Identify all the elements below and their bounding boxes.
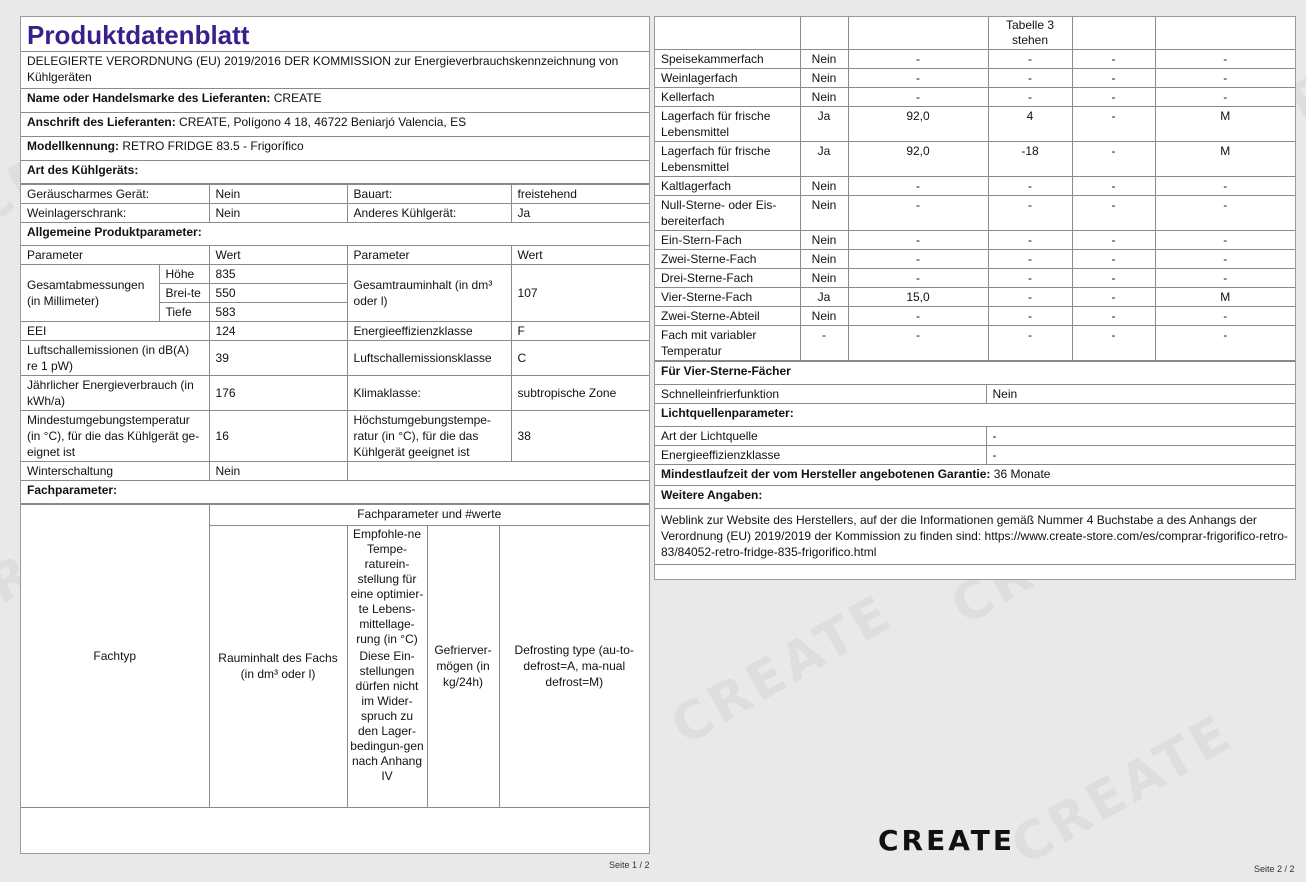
compartment-value: - bbox=[988, 196, 1072, 231]
type-value: Nein bbox=[209, 185, 347, 204]
compartment-value: Nein bbox=[800, 69, 848, 88]
empty-cell bbox=[1072, 17, 1155, 50]
address-row bbox=[21, 113, 649, 137]
page-title: Produktdatenblatt bbox=[21, 17, 649, 52]
compartment-value: Nein bbox=[800, 231, 848, 250]
type-value: Nein bbox=[209, 204, 347, 223]
compartment-value: - bbox=[848, 88, 988, 107]
regulation-text: DELEGIERTE VERORDNUNG (EU) 2019/2016 DER KOMMISSION zur Energieverbrauchskennzeichnung von Kühlgeräten bbox=[21, 52, 649, 89]
empty-cell bbox=[347, 462, 649, 481]
col-temperature-note: Diese Ein-stellungen dürfen nicht im Wider-spruch zu den Lager-bedingun-gen nach Anhang IV bbox=[350, 648, 424, 783]
address-value: CREATE, Polígono 4 18, 46722 Beniarjó Valencia, ES bbox=[179, 115, 467, 129]
compartment-name: Zwei-Sterne-Abteil bbox=[655, 307, 800, 326]
compartment-value: - bbox=[988, 326, 1072, 361]
compartment-value: Ja bbox=[800, 142, 848, 177]
col-volume: Rauminhalt des Fachs (in dm³ oder l) bbox=[209, 525, 347, 807]
quick-freeze-label: Schnelleinfrierfunktion bbox=[655, 385, 986, 404]
col-temperature-text: Empfohle-ne Tempe-raturein-stellung für eine optimier-te Lebens-mittellage-rung (in °C) bbox=[350, 526, 424, 646]
compartment-name: Drei-Sterne-Fach bbox=[655, 269, 800, 288]
compartment-value: Nein bbox=[800, 88, 848, 107]
compartment-row bbox=[655, 107, 1295, 142]
supplier-label: Name oder Handelsmarke des Lieferanten: bbox=[27, 91, 271, 105]
compartment-name: Lagerfach für frische Lebensmittel bbox=[655, 142, 800, 177]
param-value: 16 bbox=[209, 411, 347, 462]
param-label: Mindestumgebungstemperatur (in °C), für die das Kühlgerät ge-eignet ist bbox=[21, 411, 209, 462]
compartment-value: Ja bbox=[800, 107, 848, 142]
compartment-value: Nein bbox=[800, 50, 848, 69]
compartment-name: Null-Sterne- oder Eis-bereiterfach bbox=[655, 196, 800, 231]
dim-name: Höhe bbox=[159, 265, 209, 284]
col-freeze: Gefrierver-mögen (in kg/24h) bbox=[427, 525, 499, 807]
supplier-row bbox=[21, 89, 649, 113]
page-number: Seite 2 / 2 bbox=[1254, 864, 1295, 874]
compartment-value: Nein bbox=[800, 269, 848, 288]
compartment-value: - bbox=[1072, 107, 1155, 142]
compartment-value: Nein bbox=[800, 250, 848, 269]
compartment-value: - bbox=[848, 50, 988, 69]
compartment-value: - bbox=[848, 269, 988, 288]
extra-table bbox=[655, 361, 1295, 565]
param-label: Luftschallemissionsklasse bbox=[347, 341, 511, 376]
column-header: Wert bbox=[511, 246, 649, 265]
param-value: F bbox=[511, 322, 649, 341]
header-table bbox=[21, 17, 649, 184]
model-value: RETRO FRIDGE 83.5 - Frigorífico bbox=[122, 139, 304, 153]
compartment-value: - bbox=[1155, 88, 1295, 107]
page-number: Seite 1 / 2 bbox=[609, 860, 650, 870]
type-value: freistehend bbox=[511, 185, 649, 204]
compartment-value: M bbox=[1155, 107, 1295, 142]
compartment-table bbox=[655, 17, 1295, 361]
compartment-value: - bbox=[1072, 288, 1155, 307]
compartment-value: - bbox=[988, 177, 1072, 196]
compartment-value: - bbox=[1155, 307, 1295, 326]
dim-value: 583 bbox=[209, 303, 347, 322]
compartment-value: - bbox=[1072, 142, 1155, 177]
param-label: Klimaklasse: bbox=[347, 376, 511, 411]
col-defrost: Defrosting type (au-to-defrost=A, ma-nual defrost=M) bbox=[499, 525, 649, 807]
param-label: Luftschallemissionen (in dB(A) re 1 pW) bbox=[21, 341, 209, 376]
compartment-row bbox=[655, 307, 1295, 326]
compartment-value: - bbox=[848, 307, 988, 326]
warranty-row bbox=[655, 465, 1295, 486]
compartment-name: Kellerfach bbox=[655, 88, 800, 107]
compartment-name: Fach mit variabler Temperatur bbox=[655, 326, 800, 361]
compartment-value: - bbox=[1155, 177, 1295, 196]
compartment-value: - bbox=[1155, 231, 1295, 250]
dim-value: 835 bbox=[209, 265, 347, 284]
compartment-value: - bbox=[848, 326, 988, 361]
dim-name: Brei-te bbox=[159, 284, 209, 303]
compartment-name: Zwei-Sterne-Fach bbox=[655, 250, 800, 269]
compartment-row bbox=[655, 231, 1295, 250]
param-value: 39 bbox=[209, 341, 347, 376]
compartment-value: - bbox=[988, 88, 1072, 107]
compartment-value: Nein bbox=[800, 307, 848, 326]
compartment-header-table bbox=[21, 504, 649, 808]
compartment-value: - bbox=[1155, 50, 1295, 69]
further-text: Weblink zur Website des Herstellers, auf der die Informationen gemäß Nummer 4 Buchstabe a des Anhangs der Verordnung (EU) 2019/2019 der Kommission zu finden sind: https://www.create-store.com/es/comprar-frigorifico-retro-83/84052-retro-fridge-835-frigorifico.html bbox=[655, 509, 1295, 565]
param-value: 38 bbox=[511, 411, 649, 462]
page-2 bbox=[654, 16, 1296, 580]
compartment-row bbox=[655, 269, 1295, 288]
compartment-row bbox=[655, 69, 1295, 88]
page-1 bbox=[20, 16, 650, 854]
compartment-value: - bbox=[800, 326, 848, 361]
col-temperature bbox=[347, 525, 427, 807]
compartment-value: - bbox=[1072, 50, 1155, 69]
compartment-row bbox=[655, 250, 1295, 269]
compartment-name: Ein-Stern-Fach bbox=[655, 231, 800, 250]
param-label: Energieeffizienzklasse bbox=[347, 322, 511, 341]
compartment-value: - bbox=[1072, 326, 1155, 361]
param-label: Jährlicher Energieverbrauch (in kWh/a) bbox=[21, 376, 209, 411]
general-heading: Allgemeine Produktparameter: bbox=[21, 223, 649, 246]
empty-cell bbox=[1155, 17, 1295, 50]
compartment-value: - bbox=[1072, 69, 1155, 88]
compartment-value: M bbox=[1155, 288, 1295, 307]
compartment-row bbox=[655, 50, 1295, 69]
compartment-value: - bbox=[848, 69, 988, 88]
param-label: Höchstumgebungstempe-ratur (in °C), für die das Kühlgerät geeignet ist bbox=[347, 411, 511, 462]
column-header: Parameter bbox=[21, 246, 209, 265]
create-logo: CREATE bbox=[878, 824, 1015, 857]
compartment-value: Nein bbox=[800, 196, 848, 231]
compartment-value: 15,0 bbox=[848, 288, 988, 307]
compartment-value: - bbox=[988, 288, 1072, 307]
compartment-row bbox=[655, 88, 1295, 107]
warranty-label: Mindestlaufzeit der vom Hersteller angebotenen Garantie: bbox=[661, 467, 991, 481]
compartment-value: - bbox=[1072, 88, 1155, 107]
compartment-value: 4 bbox=[988, 107, 1072, 142]
compartment-rows bbox=[655, 50, 1295, 361]
compartment-row bbox=[655, 326, 1295, 361]
compartment-value: - bbox=[1155, 69, 1295, 88]
compartment-value: 92,0 bbox=[848, 107, 988, 142]
light-type-value: - bbox=[986, 427, 1295, 446]
type-label: Anderes Kühlgerät: bbox=[347, 204, 511, 223]
compartment-row bbox=[655, 196, 1295, 231]
compartment-name: Lagerfach für frische Lebensmittel bbox=[655, 107, 800, 142]
light-type-label: Art der Lichtquelle bbox=[655, 427, 986, 446]
compartment-value: - bbox=[988, 250, 1072, 269]
compartment-value: 92,0 bbox=[848, 142, 988, 177]
volume-label: Gesamtrauminhalt (in dm³ oder l) bbox=[347, 265, 511, 322]
col-fachtyp: Fachtyp bbox=[21, 505, 209, 808]
address-label: Anschrift des Lieferanten: bbox=[27, 115, 176, 129]
further-heading: Weitere Angaben: bbox=[655, 486, 1295, 509]
dim-name: Tiefe bbox=[159, 303, 209, 322]
column-header: Parameter bbox=[347, 246, 511, 265]
compartment-name: Vier-Sterne-Fach bbox=[655, 288, 800, 307]
compartment-value: - bbox=[1155, 326, 1295, 361]
type-label: Bauart: bbox=[347, 185, 511, 204]
compartment-value: Ja bbox=[800, 288, 848, 307]
empty-cell bbox=[800, 17, 848, 50]
compartment-value: - bbox=[988, 69, 1072, 88]
warranty-value: 36 Monate bbox=[993, 467, 1051, 481]
empty-cell bbox=[848, 17, 988, 50]
type-value: Ja bbox=[511, 204, 649, 223]
compartment-value: -18 bbox=[988, 142, 1072, 177]
compartment-value: - bbox=[1072, 307, 1155, 326]
compartment-value: - bbox=[1072, 250, 1155, 269]
compartment-value: M bbox=[1155, 142, 1295, 177]
compartment-value: - bbox=[1155, 269, 1295, 288]
compartment-value: - bbox=[848, 250, 988, 269]
light-heading: Lichtquellenparameter: bbox=[655, 404, 1295, 427]
compartment-row bbox=[655, 177, 1295, 196]
quick-freeze-value: Nein bbox=[986, 385, 1295, 404]
compartment-value: - bbox=[1155, 250, 1295, 269]
compartment-value: - bbox=[848, 231, 988, 250]
param-value: subtropische Zone bbox=[511, 376, 649, 411]
model-row bbox=[21, 137, 649, 161]
empty-cell bbox=[655, 17, 800, 50]
light-class-value: - bbox=[986, 446, 1295, 465]
compartment-row bbox=[655, 288, 1295, 307]
dims-label: Gesamtabmessungen (in Millimeter) bbox=[21, 265, 159, 322]
compartment-value: - bbox=[988, 269, 1072, 288]
continuation-header: Tabelle 3 stehen bbox=[988, 17, 1072, 50]
four-star-heading: Für Vier-Sterne-Fächer bbox=[655, 362, 1295, 385]
param-label: EEI bbox=[21, 322, 209, 341]
compartment-name: Kaltlagerfach bbox=[655, 177, 800, 196]
compartment-value: - bbox=[848, 177, 988, 196]
watermark-text bbox=[661, 583, 903, 757]
dim-value: 550 bbox=[209, 284, 347, 303]
type-label: Geräuscharmes Gerät: bbox=[21, 185, 209, 204]
compartment-value: - bbox=[1072, 177, 1155, 196]
light-class-label: Energieeffizienzklasse bbox=[655, 446, 986, 465]
supplier-value: CREATE bbox=[273, 91, 322, 105]
type-heading: Art des Kühlgeräts: bbox=[21, 161, 649, 184]
compartment-group-header: Fachparameter und #werte bbox=[209, 505, 649, 526]
compartment-heading: Fachparameter: bbox=[21, 481, 649, 504]
model-label: Modellkennung: bbox=[27, 139, 119, 153]
compartment-value: - bbox=[848, 196, 988, 231]
param-value: 176 bbox=[209, 376, 347, 411]
volume-value: 107 bbox=[511, 265, 649, 322]
watermark-text bbox=[1001, 703, 1243, 877]
winter-label: Winterschaltung bbox=[21, 462, 209, 481]
params-table bbox=[21, 184, 649, 504]
param-value: C bbox=[511, 341, 649, 376]
compartment-value: - bbox=[988, 231, 1072, 250]
compartment-value: - bbox=[1155, 196, 1295, 231]
param-value: 124 bbox=[209, 322, 347, 341]
compartment-value: - bbox=[988, 307, 1072, 326]
compartment-value: - bbox=[1072, 269, 1155, 288]
compartment-value: - bbox=[1072, 231, 1155, 250]
type-label: Weinlagerschrank: bbox=[21, 204, 209, 223]
compartment-row bbox=[655, 142, 1295, 177]
compartment-value: - bbox=[988, 50, 1072, 69]
compartment-name: Speisekammerfach bbox=[655, 50, 800, 69]
column-header: Wert bbox=[209, 246, 347, 265]
compartment-value: - bbox=[1072, 196, 1155, 231]
compartment-value: Nein bbox=[800, 177, 848, 196]
compartment-name: Weinlagerfach bbox=[655, 69, 800, 88]
winter-value: Nein bbox=[209, 462, 347, 481]
